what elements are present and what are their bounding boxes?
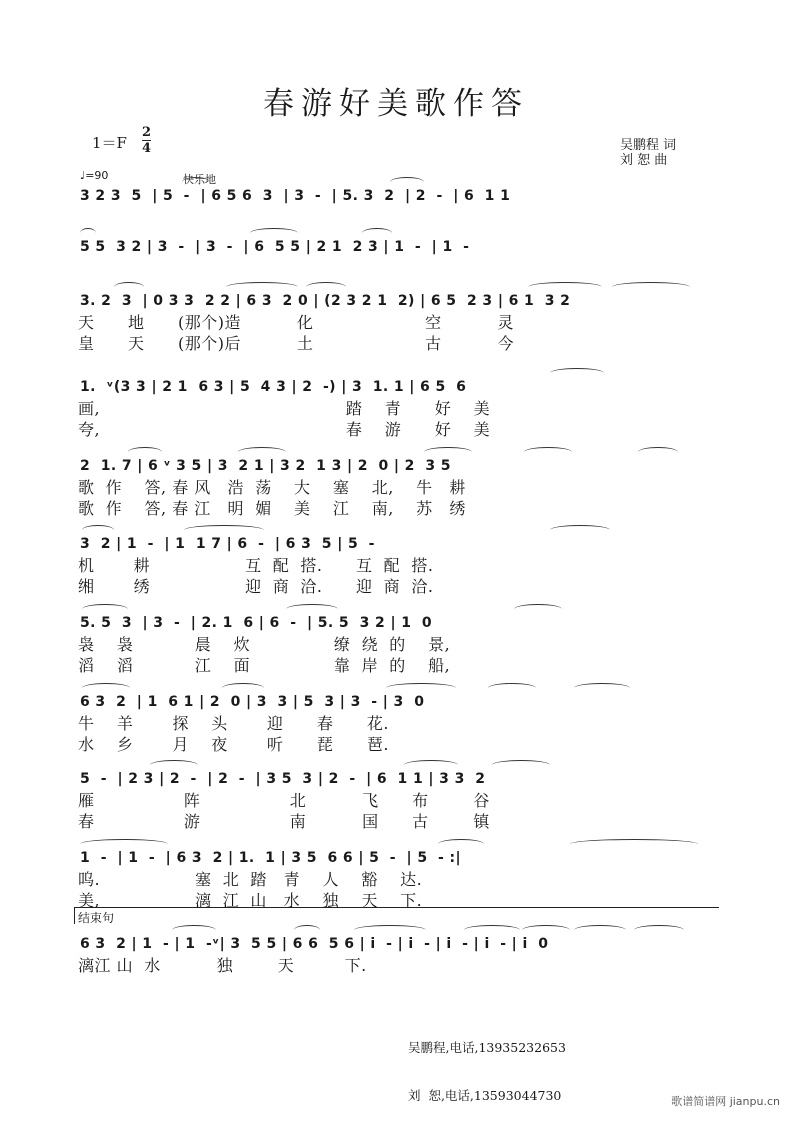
notation-row [74, 376, 718, 398]
tie-slur [574, 925, 626, 935]
lyric-line: 呜. 塞 北 踏 青 人 豁 达. [78, 870, 423, 889]
composer: 刘 恕 曲 [620, 153, 668, 168]
tie-slur [226, 282, 298, 292]
notation-row [74, 847, 718, 869]
tempo-marking: ♩=90 [80, 169, 109, 182]
jianpu-notes: 1. ᵛ(3 3 | 2 1 6 3 | 5 4 3 | 2 -) | 3 1. 1 | 6 5 6 [80, 379, 467, 395]
tie-slur [250, 228, 298, 238]
notation-row [74, 236, 718, 258]
jianpu-notes: 5. 5 3 | 3 - | 2. 1 6 | 6 - | 5. 5 3 2 | 1 0 [80, 615, 433, 631]
tie-slur [390, 177, 424, 187]
jianpu-notes: 3 2 | 1 - | 1 1 7 | 6 - | 6 3 5 | 5 - [80, 536, 375, 552]
score-line [74, 290, 718, 354]
jianpu-notes: 2 1. 7 | 6 ᵛ 3 5 | 3 2 1 | 3 2 1 3 | 2 0 | 2 3 5 [80, 458, 451, 474]
tie-slur [82, 525, 114, 535]
lyric-line: 天 地 (那个)造 化 空 灵 [78, 313, 514, 332]
score-line [74, 185, 718, 207]
key-signature: 1＝F [92, 134, 127, 152]
tie-slur [114, 282, 144, 292]
tie-slur [438, 839, 484, 849]
tie-slur [362, 228, 392, 238]
score-line [74, 933, 718, 976]
notation-row [74, 768, 718, 790]
lyric-line: 袅 袅 晨 炊 缭 绕 的 景, [78, 635, 451, 654]
score-line [74, 612, 718, 676]
tie-slur [550, 368, 604, 378]
watermark: 歌谱简谱网 jianpu.cn [671, 1095, 780, 1108]
ending-label: 结束句 [78, 911, 115, 925]
tie-slur [638, 447, 678, 457]
tie-slur [82, 683, 130, 693]
notation-row [74, 533, 718, 555]
score-line [74, 847, 718, 911]
tie-slur [404, 760, 458, 770]
lyric-line: 牛 羊 探 头 迎 春 花. [78, 714, 390, 733]
tie-slur [80, 839, 168, 849]
time-top: 2 [142, 125, 152, 140]
score-line [74, 455, 718, 519]
lyric-line: 雁 阵 北 飞 布 谷 [78, 791, 490, 810]
tie-slur [238, 447, 286, 457]
tie-slur [294, 925, 320, 935]
time-signature [142, 126, 151, 155]
tie-slur [570, 839, 698, 849]
lyric-line: 歌 作 答, 春 江 明 媚 美 江 南, 苏 绣 [78, 499, 466, 518]
lyric-line: 皇 天 (那个)后 土 古 今 [78, 334, 514, 353]
contact-line: 吴鹏程,电话,13935232653 [408, 1040, 566, 1055]
tie-slur [82, 604, 128, 614]
jianpu-notes: 6 3 2 | 1 - | 1 -ᵛ| 3 5 5 | 6 6 5 6 | i - | i - | i - | i - | i 0 [80, 936, 549, 952]
score-line [74, 533, 718, 597]
tie-slur [612, 282, 690, 292]
lyric-line: 春 游 南 国 古 镇 [78, 812, 490, 831]
tie-slur [222, 683, 264, 693]
lyric-line: 滔 滔 江 面 靠 岸 的 船, [78, 656, 451, 675]
tie-slur [182, 177, 210, 187]
lyricist: 吴鹏程 词 [620, 138, 677, 153]
lyric-line: 夸, 春 游 好 美 [78, 420, 491, 439]
tie-slur [528, 282, 602, 292]
tie-slur [424, 447, 472, 457]
jianpu-notes: 5 5 3 2 | 3 - | 3 - | 6 5 5 | 2 1 2 3 | 1 - | 1 - [80, 239, 470, 255]
notation-row [74, 933, 718, 955]
lyric-line: 画, 踏 青 好 美 [78, 399, 491, 418]
tie-slur [172, 925, 216, 935]
time-bottom: 4 [142, 141, 152, 156]
score-line [74, 691, 718, 755]
jianpu-notes: 5 - | 2 3 | 2 - | 2 - | 3 5 3 | 2 - | 6 1 1 | 3 3 2 [80, 771, 486, 787]
notation-row [74, 455, 718, 477]
credits [620, 138, 676, 168]
lyric-line: 漓江 山 水 独 天 下. [78, 956, 367, 975]
tie-slur [514, 604, 562, 614]
lyric-line: 歌 作 答, 春 风 浩 荡 大 塞 北, 牛 耕 [78, 478, 466, 497]
notation-row [74, 290, 718, 312]
lyric-line: 美, 漓 江 山 水 独 天 下. [78, 891, 423, 910]
tie-slur [150, 760, 198, 770]
tie-slur [184, 525, 264, 535]
contact-info [408, 1008, 566, 1136]
tie-slur [522, 925, 570, 935]
tie-slur [550, 525, 610, 535]
tie-slur [464, 925, 520, 935]
tie-slur [574, 683, 630, 693]
jianpu-notes: 3. 2 3 | 0 3 3 2 2 | 6 3 2 0 | (2 3 2 1 2) | 6 5 2 3 | 6 1 3 2 [80, 293, 571, 309]
score-line [74, 236, 718, 258]
notation-row [74, 691, 718, 713]
notation-row [74, 612, 718, 634]
jianpu-notes: 1 - | 1 - | 6 3 2 | 1. 1 | 3 5 6 6 | 5 - | 5 - :| [80, 850, 462, 866]
jianpu-notes: 3 2 3 5 | 5 - | 6 5 6 3 | 3 - | 5. 3 2 | 2 - | 6 1 1 [80, 188, 511, 204]
tie-slur [524, 447, 572, 457]
jianpu-notes: 6 3 2 | 1 6 1 | 2 0 | 3 3 | 5 3 | 3 - | 3 0 [80, 694, 425, 710]
lyric-line: 机 耕 互 配 搭. 互 配 搭. [78, 556, 434, 575]
lyric-line: 缃 绣 迎 商 洽. 迎 商 洽. [78, 577, 434, 596]
score-line [74, 376, 718, 440]
expression-marking: 快乐地 [183, 173, 216, 186]
lyric-line: 水 乡 月 夜 听 琵 琶. [78, 735, 390, 754]
tie-slur [286, 604, 338, 614]
tie-slur [80, 228, 96, 238]
tie-slur [634, 925, 684, 935]
tie-slur [386, 683, 456, 693]
contact-line: 刘 恕,电话,13593044730 [408, 1088, 562, 1103]
tie-slur [492, 760, 550, 770]
tie-slur [488, 683, 536, 693]
song-title: 春游好美歌作答 [263, 86, 529, 122]
notation-row [74, 185, 718, 207]
tie-slur [354, 925, 426, 935]
score-line [74, 768, 718, 832]
tie-slur [128, 447, 162, 457]
ending-bracket [74, 907, 719, 924]
tie-slur [306, 282, 346, 292]
